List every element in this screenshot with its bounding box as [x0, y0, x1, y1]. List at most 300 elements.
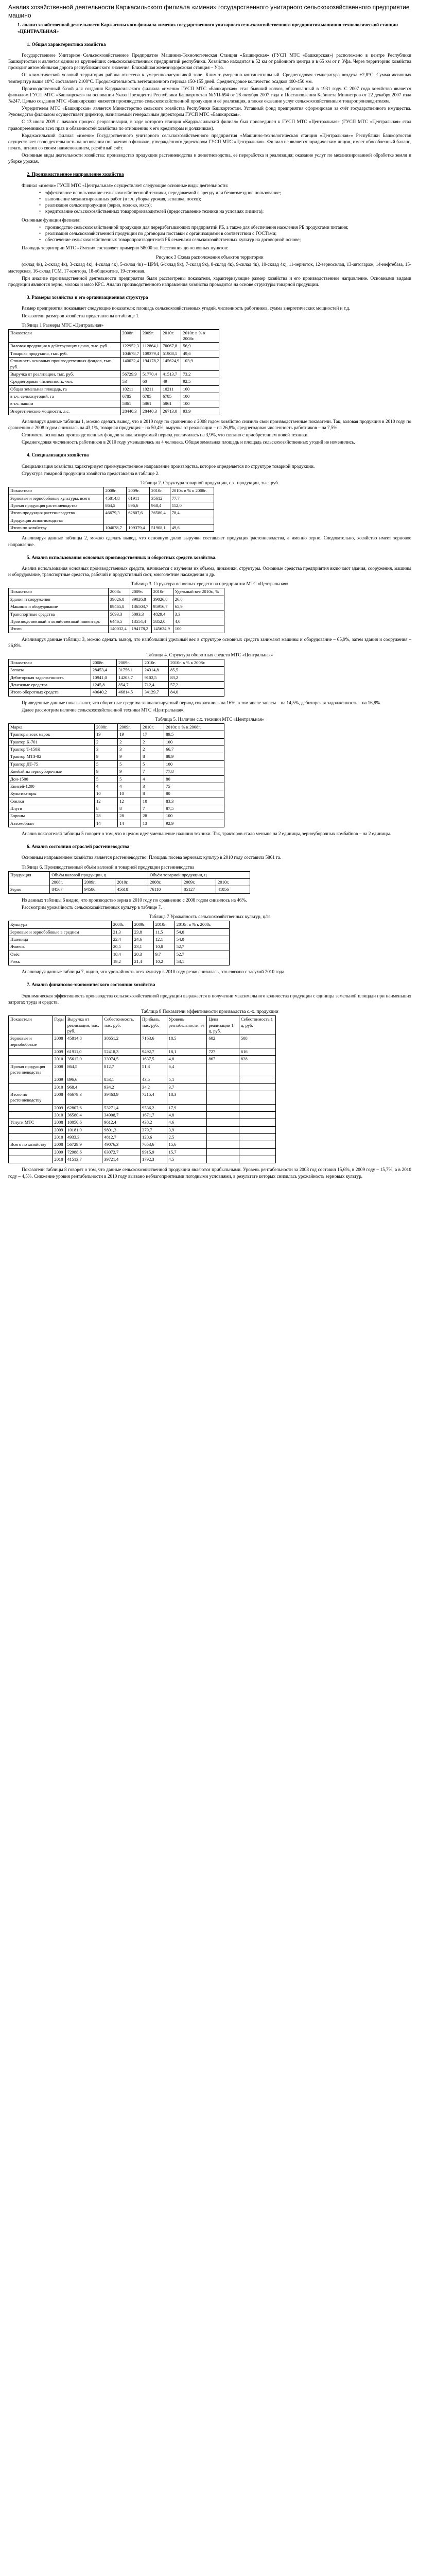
table-caption: Таблица 2. Структура товарной продукции, с.х. продукции, тыс. руб. — [140, 480, 280, 486]
table-row — [9, 768, 224, 775]
table-header-row — [9, 659, 224, 666]
table-cell: Зерно — [9, 886, 50, 893]
table-cell: Дебиторская задолженность — [9, 674, 91, 681]
table-header-row — [9, 588, 224, 596]
table-cell: 65,9 — [173, 603, 224, 611]
table-header-cell: 2008г. — [91, 659, 116, 666]
table-cell — [9, 1134, 53, 1141]
table-cell: 104678,7 — [120, 350, 141, 357]
table-cell: 53 — [120, 378, 141, 385]
table-cell: 122952,3 — [120, 343, 141, 350]
table-cell: Итого по хозяйству — [9, 524, 104, 532]
paragraph: Основным направлением хозяйства является растениеводство. Площадь посева зерновых культур в 2010 году составила 5861 га. — [22, 855, 282, 860]
paragraph: Площадь территории МТС «Имени» составляет примерно 58000 га. Расстояния до основных пунктов: — [22, 245, 229, 251]
table-cell: 9,7 — [153, 951, 175, 958]
table-cell: Выручка от реализации, тыс. руб. — [9, 370, 121, 378]
figure-caption: Рисунок 3 Схема расположения объектов территории — [156, 255, 264, 260]
table-header-cell: Марка — [9, 724, 95, 731]
table-cell: 9 — [94, 753, 117, 760]
table-cell: 602 — [207, 1035, 239, 1048]
table-cell — [207, 1156, 239, 1163]
table-cell: 8 — [94, 805, 117, 812]
table-header-row — [9, 487, 214, 495]
table-cell: 867 — [207, 1056, 239, 1063]
table-cell: Зерновые и зернобобовые культуры, всего — [9, 495, 104, 502]
table-cell: Стоимость основных производственных фондов, тыс. руб. — [9, 358, 121, 371]
table-cell — [9, 1048, 53, 1055]
table-row — [9, 517, 214, 524]
table-cell: 100 — [181, 393, 219, 400]
table-cell — [239, 1112, 275, 1119]
table-cell — [9, 1076, 53, 1083]
table-2-structure — [8, 487, 214, 532]
table-caption: Таблица 4. Структура оборотных средств МТС «Центральная» — [146, 652, 273, 657]
table-cell: 5 — [141, 760, 164, 768]
table-cell: 4 — [141, 775, 164, 783]
table-row — [9, 1048, 276, 1055]
table-cell: 145624,9 — [151, 625, 173, 633]
table-cell: 19 — [94, 731, 117, 738]
paragraph: Анализируя данные таблицы 1, можно сделать вывод, что в 2010 году по сравнению с 2008 годом хозяйство снизило свои производственные показатели. Так, валовая продукция в 2010 году по сравнению с 2008 годом снизилась на 43,1%, товарная продукция – на 50,4%, выручка от реализации – на 26,8%, среднегодовая численность работников – на 7,5%. — [8, 418, 411, 431]
table-cell: 2,5 — [167, 1134, 207, 1141]
table-header-row — [9, 1016, 276, 1035]
table-cell: 10,8 — [153, 943, 175, 951]
table-cell: 103,9 — [181, 358, 219, 371]
table-cell: 39026,8 — [130, 596, 151, 603]
table-cell: 853,1 — [102, 1076, 141, 1083]
table-cell: 2008 — [53, 1063, 65, 1076]
table-cell: 5 — [94, 775, 117, 783]
table-cell: 34129,7 — [143, 689, 168, 696]
table-cell: 6785 — [141, 393, 161, 400]
paragraph: Производственный базой для создания Карджасильского филиала «имени» ГУСП МТС «Башкирская» стал бывший колхоз, образованный в 1931 году. С 2007 года хозяйство является филиалом ГУСП МТС «Башкирская» на основании Указа Президента Республики Башкортостан №УП-694 от 28 октября 2007 года и Постановления Кабинета Министров от 22 декабря 2007 года №247. Целью создания МТС «Башкирская» является производство сельскохозяйственной продукции и её реализация, а также оказание услуг сельскохозяйственным товаропроизводителям. — [8, 86, 411, 104]
table-caption: Таблица 5. Наличие с.х. техники МТС «Центральная» — [155, 716, 265, 722]
paragraph: Приведенные данные показывают, что оборотные средства за анализируемый период сократились на 16%, в том числе запасы – на 14,5%, дебиторская задолженность – на 16,8%. — [22, 700, 381, 705]
table-cell: 15,7 — [167, 1148, 207, 1156]
table-cell: 43,5 — [141, 1076, 167, 1083]
table-cell: Бороны — [9, 812, 95, 820]
table-header-cell: 2010г. — [141, 724, 164, 731]
table-cell: 7 — [141, 768, 164, 775]
table-cell: Трактор ДТ-75 — [9, 760, 95, 768]
table-cell: 52,7 — [175, 943, 229, 951]
table-cell: 46679,3 — [103, 510, 127, 517]
table-cell: Трактор МТЗ-82 — [9, 753, 95, 760]
toc-item: 1. анализ хозяйственной деятельности Каржасильского филиала «имени» государственного унитарного сельскохозяйственного предприятия машинно-технологической станции «ЦЕНТРАЛЬНАЯ» — [18, 22, 398, 34]
table-cell — [239, 1076, 275, 1083]
table-cell: 4,8 — [167, 1112, 207, 1119]
table-cell — [207, 1134, 239, 1141]
table-row — [9, 502, 214, 510]
paragraph: При анализе производственной деятельности предприятия были рассмотрены показатели, характеризующие размер хозяйства и его производственное направление. Основными видами продукции являются зерно, молоко и мясо КРС. Анализ производственного направления хозяйства проводится на основе структуры товарной продукции. — [8, 275, 411, 287]
table-cell: Плуги — [9, 805, 95, 812]
table-caption: Таблица 7 Урожайность сельскохозяйственных культур, ц/га — [149, 914, 271, 920]
table-row — [9, 1104, 276, 1111]
table-cell: 109379,4 — [141, 350, 161, 357]
table-cell: Культиваторы — [9, 790, 95, 798]
table-cell: 56729,9 — [65, 1141, 102, 1148]
table-5-machinery — [8, 723, 224, 827]
table-cell: 38651,2 — [102, 1035, 141, 1048]
table-row — [9, 1083, 276, 1091]
page-title: Анализ хозяйственной деятельности Каржасильского филиала «имени» государственного унитарного сельскохозяйственного предприятие машино — [8, 4, 410, 20]
table-row — [9, 753, 224, 760]
table-caption: Таблица 6. Производственный объём валовой и товарной продукции растениеводства — [22, 864, 195, 870]
table-cell — [9, 1104, 53, 1111]
table-row — [9, 385, 219, 393]
paragraph: Размер предприятия показывает следующие показатели: площадь сельскохозяйственных угодий, численность работников, сумма энергетических мощностей и т.д. — [22, 306, 351, 311]
table-cell — [170, 517, 214, 524]
table-cell: 112,0 — [170, 502, 214, 510]
table-cell: 12 — [118, 798, 141, 805]
table-cell: Итого продукция растениеводства — [9, 510, 104, 517]
table-cell: 14 — [94, 820, 117, 827]
table-cell: 20,3 — [132, 951, 153, 958]
paragraph: (склад 4к), 2-склад 4к), 3-склад 4к), 4-склад 4к), 5-склад 4к) – ЦРМ, 6-склад 9к), 7-склад 9к), 8-склад 4к), 9-склад 4к), 10-склад 4к), 11-зерноток, 12-зерносклад, 13-автогараж, 14-нефтебаза, 15-мастерская, 16-склад ГСМ, 17-контора, 18-общежитие, 19-столовая. — [8, 262, 411, 274]
table-row — [9, 783, 224, 790]
table-cell: 84567 — [50, 886, 83, 893]
table-row — [9, 495, 214, 502]
table-cell: 51908,1 — [149, 524, 170, 532]
table-cell: 5861 — [161, 400, 181, 408]
table-cell: 1245,8 — [91, 682, 116, 689]
table-cell: 616 — [239, 1048, 275, 1055]
table-of-contents — [18, 22, 411, 34]
table-header-cell: 2009г. — [132, 921, 153, 928]
table-cell: 23,8 — [132, 928, 153, 936]
table-cell: 9536,2 — [141, 1104, 167, 1111]
table-cell: Услуги МТС — [9, 1119, 53, 1126]
table-cell: 52418,3 — [102, 1048, 141, 1055]
table-cell: 10 — [118, 790, 141, 798]
table-cell: 34,2 — [141, 1083, 167, 1091]
table-cell: Машины и оборудование — [9, 603, 109, 611]
table-cell: 51908,1 — [161, 350, 181, 357]
paragraph: От климатической условий территория района отнесена к умеренно-засушливой зоне. Климат умеренно-континентальный. Среднегодовая температура воздуха +2,8°С. Сумма активных температур выше 10°С составляет 2100°С. Продолжительность вегетационного периода 150-155 дней. Среднегодовое количество осадков 400-450 мм. — [8, 72, 411, 84]
table-cell: 854,7 — [117, 682, 143, 689]
table-cell: Зерновые и зернобобовые в среднем — [9, 928, 112, 936]
table-cell: 75 — [164, 783, 224, 790]
table-header-row — [9, 871, 250, 878]
table-cell: 41513,7 — [161, 370, 181, 378]
table-cell: 10,2 — [153, 958, 175, 965]
table-cell: 14 — [118, 820, 141, 827]
table-cell: Производственный и хозяйственный инвентарь — [9, 618, 109, 625]
table-cell: 83,2 — [169, 674, 224, 681]
table-header-row — [9, 724, 224, 731]
table-cell — [103, 517, 127, 524]
table-header-cell: Уровень рентабельности, % — [167, 1016, 207, 1035]
table-cell: 5861 — [120, 400, 141, 408]
table-cell: 8 — [141, 790, 164, 798]
table-cell: Прочая продукция растениеводства — [9, 502, 104, 510]
table-cell — [239, 1119, 275, 1126]
table-cell: 39721,4 — [102, 1156, 141, 1163]
table-cell: 41513,7 — [65, 1156, 102, 1163]
table-cell: 9915,9 — [141, 1148, 167, 1156]
table-row — [9, 951, 230, 958]
table-row — [9, 1063, 276, 1076]
table-cell — [207, 1083, 239, 1091]
table-row — [9, 378, 219, 385]
table-cell: Тракторы всех марок — [9, 731, 95, 738]
table-cell: 22,4 — [111, 936, 132, 943]
table-cell: 19 — [118, 731, 141, 738]
table-cell: 51770,4 — [141, 370, 161, 378]
table-row — [9, 393, 219, 400]
table-cell: Прочая продукция растениеводства — [9, 1063, 53, 1076]
table-cell: 2010 — [53, 1083, 65, 1091]
table-cell: 812,7 — [102, 1063, 141, 1076]
table-cell: 4 — [118, 783, 141, 790]
table-row — [9, 1156, 276, 1163]
table-cell: 120,6 — [141, 1134, 167, 1141]
table-cell: 49076,3 — [102, 1141, 141, 1148]
paragraph: С 13 июля 2009 г. начался процесс реорганизации, в ходе которого станция «Карджасильский филиал» был присоединен к ГУСП МТС «Центральная» (ГУСП МТС «Центральная» стал правопреемником всех прав и обязанностей хозяйства по отношению к его кредиторам и должникам). — [8, 119, 411, 131]
table-cell: 28 — [94, 812, 117, 820]
paragraph: Анализ показателей таблицы 5 говорит о том, что в целом идет уменьшение наличия техники. Так, тракторов стало меньше на 2 единицы, зерноуборочных комбайнов – на 2 единицы. — [22, 831, 391, 836]
table-header-cell: Продукция — [9, 871, 50, 886]
table-cell: 2 — [141, 746, 164, 753]
table-cell: 10 — [141, 798, 164, 805]
table-cell — [127, 517, 150, 524]
table-cell: Энергетические мощности, л.с. — [9, 408, 121, 415]
table-row — [9, 596, 224, 603]
table-cell: 5093,3 — [130, 611, 151, 618]
table-cell: Зерновые и зернобобовые — [9, 1035, 53, 1048]
table-row — [9, 1056, 276, 1063]
table-header-cell: 2008г. — [148, 879, 182, 886]
table-cell: 28440,3 — [120, 408, 141, 415]
table-cell: 51,8 — [141, 1063, 167, 1076]
table-cell: 4,8 — [167, 1056, 207, 1063]
table-cell: 77,7 — [170, 495, 214, 502]
table-cell: 3,7 — [167, 1083, 207, 1091]
table-cell: 92,9 — [164, 820, 224, 827]
table-cell: 54,0 — [175, 936, 229, 943]
table-header-cell: Культура — [9, 921, 112, 928]
table-cell: 93,9 — [181, 408, 219, 415]
table-row — [9, 731, 224, 738]
table-header-cell: 2010г. — [115, 879, 148, 886]
table-cell: 14203,7 — [117, 674, 143, 681]
table-cell: Валовая продукция в действующих ценах, тыс. руб. — [9, 343, 121, 350]
table-cell: 3,9 — [167, 1126, 207, 1133]
table-cell: 39026,8 — [151, 596, 173, 603]
table-cell: 11,5 — [153, 928, 175, 936]
table-cell: Сеялки — [9, 798, 95, 805]
table-row — [9, 674, 224, 681]
paragraph: Рассмотрим урожайность сельскохозяйственных культур в таблице 7. — [22, 904, 162, 910]
table-cell: Здания и сооружения — [9, 596, 109, 603]
table-header-cell: Удельный вес 2010г., % — [173, 588, 224, 596]
table-header-cell: 2009г. — [141, 329, 161, 343]
table-cell: Трактор К-701 — [9, 738, 95, 745]
table-cell: 10 — [94, 790, 117, 798]
table-cell: Овёс — [9, 951, 112, 958]
table-cell: Ячмень — [9, 943, 112, 951]
table-cell: 828 — [239, 1056, 275, 1063]
table-cell: 18,5 — [167, 1035, 207, 1048]
table-cell: 2010 — [53, 1156, 65, 1163]
table-cell: 24314,8 — [143, 667, 168, 674]
table-cell: 104678,7 — [103, 524, 127, 532]
table-cell: 100 — [164, 738, 224, 745]
table-cell: 62807,6 — [127, 510, 150, 517]
table-header-cell: Выручка от реализации, тыс. руб. — [65, 1016, 102, 1035]
table-header-cell: Показатели — [9, 487, 104, 495]
table-cell: 92,5 — [181, 378, 219, 385]
table-row — [9, 1141, 276, 1148]
table-row — [9, 524, 214, 532]
list-item: • реализация сельхозпродукции (зерно, молоко, мясо); — [39, 202, 411, 208]
section-heading-3: 3. Размеры хозяйства и его организационная структура — [27, 295, 148, 300]
table-header-cell: 2009г. — [182, 879, 216, 886]
table-header-cell: Цена реализации 1 ц, руб. — [207, 1016, 239, 1035]
table-row — [9, 370, 219, 378]
paragraph: Карджасильский филиал «имени» Государственного унитарного сельскохозяйственного предприятия «Машинно-технологическая станция «Центральная»» Республики Башкортостан осуществляет свою деятельность на основании положения о филиале, утверждённого директором ГУСП МТС «Центральная». Филиал не является юридическим лицом, имеет обособленный баланс, печать, штамп со своим наименованием, расчётный счёт. — [8, 132, 411, 151]
table-caption: Таблица 1 Размеры МТС «Центральная» — [22, 322, 104, 328]
table-cell: 4829,4 — [151, 611, 173, 618]
table-row — [9, 775, 224, 783]
table-row — [9, 358, 219, 371]
functions-list — [39, 224, 411, 243]
table-cell — [207, 1119, 239, 1126]
table-cell — [239, 1156, 275, 1163]
table-cell: 53271,4 — [102, 1104, 141, 1111]
paragraph: Из данных таблицы 6 видно, что производство зерна в 2010 году по сравнению с 2008 годом снизилось на 46%. — [22, 897, 247, 903]
table-header-cell: 2010г. в % к 2008г. — [175, 921, 229, 928]
table-cell: 87,5 — [164, 805, 224, 812]
table-row — [9, 812, 224, 820]
table-cell: 35612 — [149, 495, 170, 502]
table-cell: 896,6 — [65, 1076, 102, 1083]
table-cell: 864,5 — [103, 502, 127, 510]
table-cell: 62807,6 — [65, 1104, 102, 1111]
table-cell: 60 — [141, 378, 161, 385]
table-cell: 5861 — [141, 400, 161, 408]
table-cell: 100 — [181, 400, 219, 408]
table-row — [9, 510, 214, 517]
table-cell — [207, 1063, 239, 1076]
paragraph: Стоимость основных производственных фондов за анализируемый период увеличилась на 3,9%, что связано с приобретением новой техники. — [22, 432, 309, 438]
table-cell: Итого по растениеводству — [9, 1091, 53, 1105]
table-cell: 76110 — [148, 886, 182, 893]
table-row — [9, 1076, 276, 1083]
table-row — [9, 689, 224, 696]
table-cell: 28 — [141, 812, 164, 820]
table-caption: Таблица 3. Структура основных средств на предприятии МТС «Центральная» — [131, 581, 289, 587]
paragraph: Анализируя данные таблицы 2, можно сделать вывод, что основную долю выручки составляет продукция растениеводства, а именно зерно. Следовательно, хозяйство имеет зерновое направление. — [8, 535, 411, 547]
table-cell: Среднегодовая численность, чел. — [9, 378, 121, 385]
table-cell: 89,5 — [164, 731, 224, 738]
table-cell: Запасы — [9, 667, 91, 674]
table-cell: 13554,4 — [130, 618, 151, 625]
table-cell — [207, 1126, 239, 1133]
table-cell: 54,0 — [175, 928, 229, 936]
table-cell: 438,2 — [141, 1119, 167, 1126]
table-cell: 109379,4 — [127, 524, 150, 532]
table-cell: 78,4 — [170, 510, 214, 517]
table-row — [9, 1091, 276, 1105]
table-cell — [239, 1141, 275, 1148]
table-cell: 35612,0 — [65, 1056, 102, 1063]
table-cell: 896,6 — [127, 502, 150, 510]
list-item: • выполнение механизированных работ (в т.ч. уборка урожая, вспашка, посев); — [39, 196, 411, 202]
table-cell: 53,1 — [175, 958, 229, 965]
table-header-cell: 2010г. — [153, 921, 175, 928]
table-header-cell: Себестоимость 1 ц, руб. — [239, 1016, 275, 1035]
table-cell: 24,6 — [132, 936, 153, 943]
table-cell: 84,0 — [169, 689, 224, 696]
table-cell: 28453,4 — [91, 667, 116, 674]
table-cell — [207, 1112, 239, 1119]
table-header-cell: 2008г. — [50, 879, 83, 886]
table-row — [9, 760, 224, 768]
table-cell: 5093,3 — [108, 611, 130, 618]
table-header-cell: 2008г. — [103, 487, 127, 495]
table-header-cell: Показатели — [9, 659, 91, 666]
table-cell: 2 — [118, 738, 141, 745]
table-cell: в т.ч. сельхозугодий, га — [9, 393, 121, 400]
table-cell: 136503,7 — [130, 603, 151, 611]
table-cell — [207, 1104, 239, 1111]
table-cell: Пшеница — [9, 936, 112, 943]
activities-list — [39, 190, 411, 215]
table-cell: 2008 — [53, 1091, 65, 1105]
table-cell: 36580,4 — [65, 1112, 102, 1119]
table-cell — [207, 1091, 239, 1105]
table-cell: 4812,7 — [102, 1134, 141, 1141]
table-cell: 2 — [141, 738, 164, 745]
table-cell: 194178,2 — [141, 358, 161, 371]
paragraph: Показатели размеров хозяйства представлены в таблице 1. — [22, 313, 139, 318]
paragraph: Далее рассмотрим наличие сельскохозяйственной техники МТС «Центральная». — [22, 707, 185, 713]
table-cell: 5 — [118, 775, 141, 783]
paragraph: Анализируя данные таблицы 7, видно, что урожайность всех культур в 2010 году резко снизилась, это связано с засухой 2010 года. — [22, 969, 286, 975]
table-cell: 4 — [94, 783, 117, 790]
table-header-cell: 2010г. — [149, 487, 170, 495]
table-cell: 26713,0 — [161, 408, 181, 415]
table-cell: 9 — [118, 768, 141, 775]
table-header-cell: 2010г. — [143, 659, 168, 666]
paragraph: Основные функции филиала: — [22, 217, 81, 223]
list-item: • реализация сельскохозяйственной продукции по договорам поставки с организациями в соответствии с ГОСТами; — [39, 230, 411, 236]
table-cell: 3 — [94, 746, 117, 753]
table-cell: 80 — [164, 775, 224, 783]
table-row — [9, 343, 219, 350]
table-cell — [239, 1091, 275, 1105]
table-cell: Продукция животноводства — [9, 517, 104, 524]
table-cell: 2009 — [53, 1048, 65, 1055]
table-cell — [239, 1083, 275, 1091]
table-header-cell: 2010г. в % к 2008г. — [169, 659, 224, 666]
table-cell: 864,5 — [65, 1063, 102, 1076]
table-cell: 28440,3 — [141, 408, 161, 415]
table-header-cell: Прибыль, тыс. руб. — [141, 1016, 167, 1035]
table-cell: Товарная продукция, тыс. руб. — [9, 350, 121, 357]
table-cell: 80 — [164, 790, 224, 798]
table-cell: 145624,9 — [161, 358, 181, 371]
table-header-cell: Показатели — [9, 588, 109, 596]
table-cell: 94586 — [82, 886, 115, 893]
table-header-cell: 2009г. — [117, 659, 143, 666]
table-6-crop-output — [8, 871, 250, 894]
table-cell: 6,4 — [167, 1063, 207, 1076]
paragraph: Структура товарной продукции хозяйства представлена в таблице 2. — [22, 471, 160, 477]
table-cell: 12,1 — [153, 936, 175, 943]
table-header-cell: Показатели — [9, 329, 121, 343]
